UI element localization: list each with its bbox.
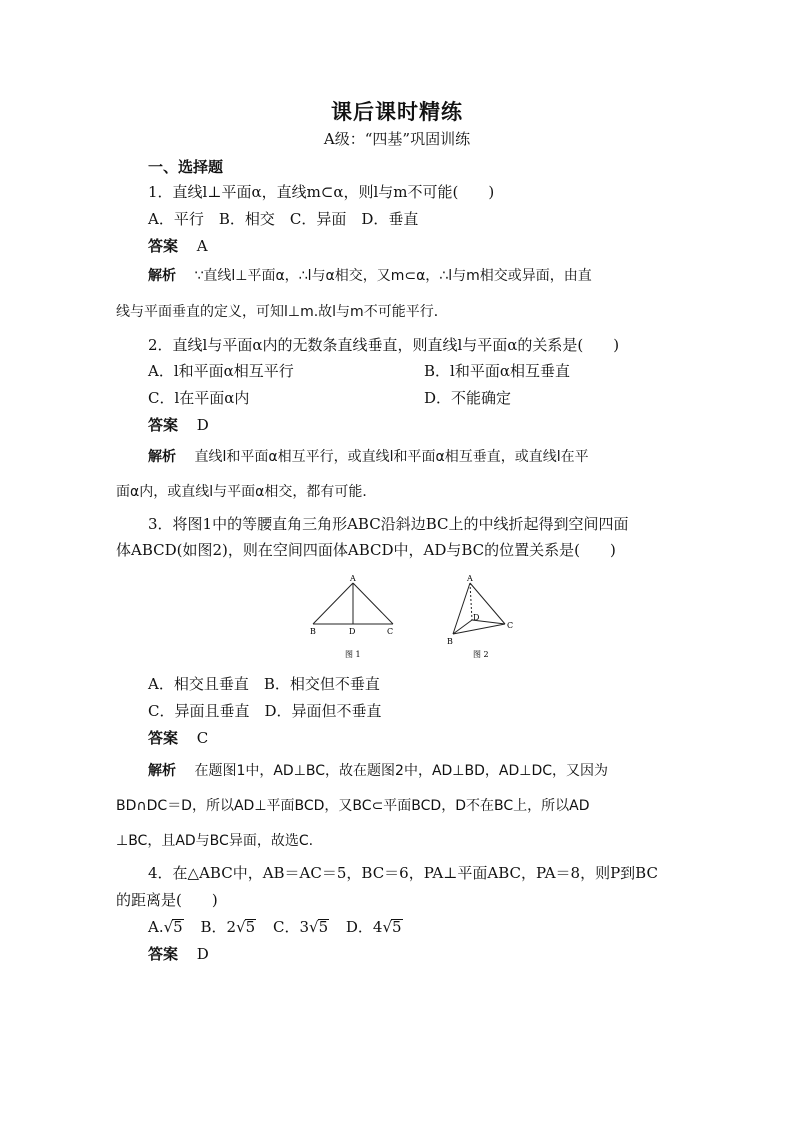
explain-text: 直线l和平面α相互平行，或直线l和平面α相互垂直，或直线l在平 xyxy=(194,449,589,465)
edge-ac xyxy=(353,583,393,624)
figure-2 xyxy=(447,574,513,659)
section-heading: 一、选择题 xyxy=(148,158,224,176)
edge-ab xyxy=(313,583,353,624)
q4-option-d xyxy=(346,918,403,936)
option-d-label: D．4 xyxy=(345,918,383,936)
figure-2-caption: 图 2 xyxy=(473,650,489,659)
q3-answer xyxy=(148,728,208,748)
q3-explain-line-2: BD∩DC＝D，所以AD⊥平面BCD，又BC⊂平面BCD，D不在BC上，所以AD xyxy=(116,798,590,814)
edge-ab xyxy=(453,583,470,634)
vertex-d-label: D xyxy=(349,627,356,636)
vertex-b-label: B xyxy=(447,637,453,646)
q2-option-a: A．l和平面α相互平行 xyxy=(148,362,294,380)
answer-value: A xyxy=(196,237,208,255)
vertex-c-label: C xyxy=(387,627,394,636)
q1-stem: 1．直线l⊥平面α，直线m⊂α，则l与m不可能( ) xyxy=(148,183,495,201)
q3-explain-line-1 xyxy=(148,761,608,781)
q2-explain-line-1 xyxy=(148,447,589,467)
answer-value: D xyxy=(196,416,209,434)
radicand: 5 xyxy=(245,918,256,936)
q1-explain-line-1 xyxy=(148,266,592,286)
q1-explain-line-2: 线与平面垂直的定义，可知l⊥m.故l与m不可能平行． xyxy=(116,304,448,320)
answer-label: 答案 xyxy=(148,416,179,434)
sqrt-icon: √ xyxy=(163,918,174,936)
answer-label: 答案 xyxy=(148,729,179,747)
q4-stem-line-2: 的距离是( ) xyxy=(116,891,218,909)
option-a-label: A. xyxy=(148,918,164,936)
sqrt-icon: √ xyxy=(309,918,319,936)
q3-figures xyxy=(303,573,521,665)
q2-option-b: B．l和平面α相互垂直 xyxy=(424,362,570,380)
edge-bc xyxy=(453,624,505,634)
page-title: 课后课时精练 xyxy=(331,100,463,124)
q3-options-line-2: C．异面且垂直 D．异面但不垂直 xyxy=(148,702,382,720)
figure-1-caption: 图 1 xyxy=(345,650,361,659)
option-b-label: B．2 xyxy=(200,918,237,936)
vertex-c-label: C xyxy=(507,621,514,630)
sqrt-icon: √ xyxy=(236,918,246,936)
q3-stem-line-1: 3．将图1中的等腰直角三角形ABC沿斜边BC上的中线折起得到空间四面 xyxy=(148,515,629,533)
option-c-label: C．3 xyxy=(272,918,309,936)
q2-explain-line-2: 面α内，或直线l与平面α相交，都有可能． xyxy=(116,484,377,500)
q4-option-a xyxy=(148,918,184,936)
q3-stem-line-2: 体ABCD(如图2)，则在空间四面体ABCD中，AD与BC的位置关系是( ) xyxy=(116,541,616,559)
radicand: 5 xyxy=(318,918,329,936)
radicand: 5 xyxy=(392,918,402,936)
explain-label: 解析 xyxy=(148,268,176,284)
explain-label: 解析 xyxy=(148,449,176,465)
q4-option-c xyxy=(273,918,329,936)
vertex-a-label: A xyxy=(350,574,356,583)
answer-value: D xyxy=(196,945,209,963)
q4-stem-line-1: 4．在△ABC中，AB＝AC＝5，BC＝6，PA⊥平面ABC，PA＝8，则P到BC xyxy=(148,864,658,882)
q1-answer xyxy=(148,236,208,256)
q3-options-line-1: A．相交且垂直 B．相交但不垂直 xyxy=(148,675,380,693)
q3-explain-line-3: ⊥BC，且AD与BC异面，故选C. xyxy=(116,833,314,849)
edge-ad-hidden xyxy=(470,583,472,620)
sqrt-icon: √ xyxy=(382,918,393,936)
explain-text: 在题图1中，AD⊥BC，故在题图2中，AD⊥BD，AD⊥DC，又因为 xyxy=(194,763,608,779)
q2-option-d: D．不能确定 xyxy=(424,389,512,407)
explain-label: 解析 xyxy=(148,763,176,779)
vertex-a-label: A xyxy=(467,574,473,583)
vertex-d-label: D xyxy=(473,613,480,622)
q2-answer xyxy=(148,415,209,435)
radicand: 5 xyxy=(173,918,183,936)
figure-1 xyxy=(310,574,393,659)
page-subtitle: A级：“四基”巩固训练 xyxy=(323,130,471,148)
answer-label: 答案 xyxy=(148,945,179,963)
q2-option-c: C．l在平面α内 xyxy=(148,389,250,407)
q4-options xyxy=(148,917,403,937)
vertex-b-label: B xyxy=(310,627,316,636)
q1-options: A．平行 B．相交 C．异面 D．垂直 xyxy=(148,210,419,228)
q4-option-b xyxy=(201,918,257,936)
explain-text: ∵直线l⊥平面α，∴l与α相交，又m⊂α，∴l与m相交或异面，由直 xyxy=(194,268,592,284)
q2-stem: 2．直线l与平面α内的无数条直线垂直，则直线l与平面α的关系是( ) xyxy=(148,336,620,354)
q4-answer xyxy=(148,944,209,964)
answer-label: 答案 xyxy=(148,237,179,255)
answer-value: C xyxy=(196,729,209,747)
